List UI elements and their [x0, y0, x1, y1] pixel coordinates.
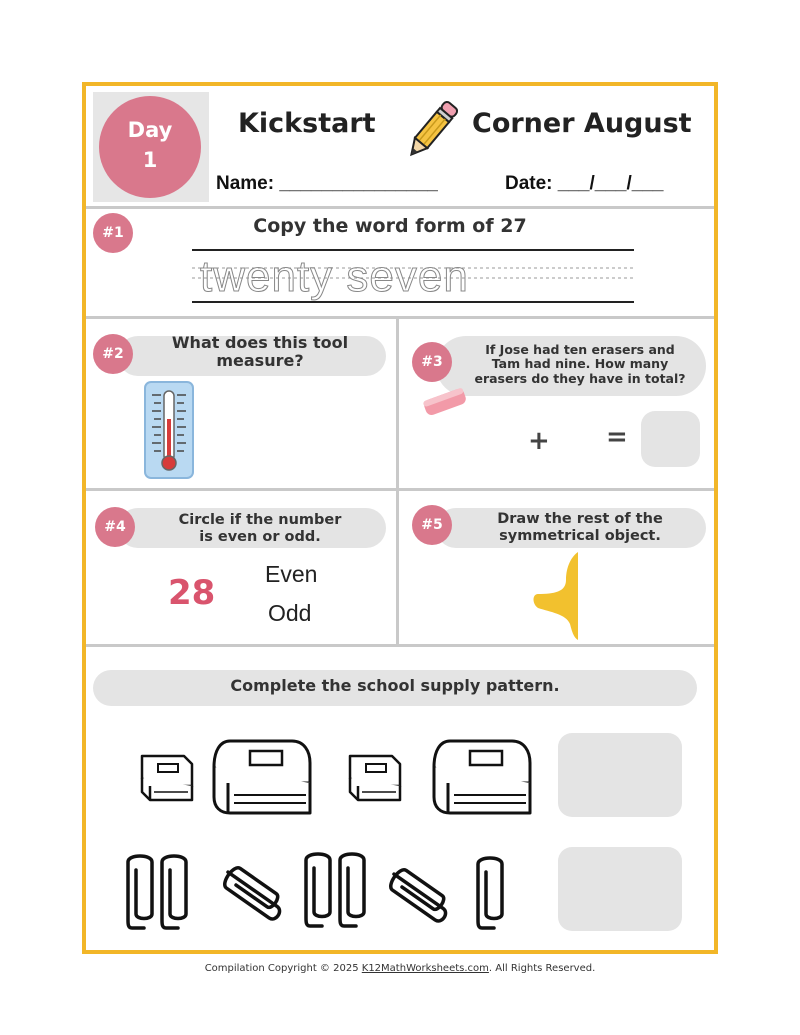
- paperclip-single-icon: [474, 850, 508, 934]
- q1-prompt: Copy the word form of 27: [253, 215, 527, 237]
- paperclip-tilted-icon: [380, 862, 462, 924]
- paperclip-pair-icon: [302, 846, 372, 932]
- q5-prompt-line2: symmetrical object.: [499, 527, 661, 544]
- q2-prompt-line1: What does this tool: [171, 333, 349, 352]
- small-book-icon: [340, 752, 404, 802]
- q3-badge: #3: [412, 342, 452, 382]
- q5-prompt: [456, 511, 704, 544]
- name-field[interactable]: Name: _______________: [216, 173, 438, 194]
- large-book-icon: [206, 737, 318, 817]
- trace-word: twenty seven: [200, 252, 469, 301]
- pattern-answer-box-2[interactable]: [558, 847, 682, 931]
- title-right: Corner August: [472, 108, 692, 139]
- large-book-icon: [426, 737, 538, 817]
- day-badge: [99, 96, 201, 198]
- footer-suffix: . All Rights Reserved.: [488, 963, 596, 974]
- q4-prompt-line2: is even or odd.: [199, 528, 321, 545]
- q3-answer-box[interactable]: [641, 411, 700, 467]
- thermometer-icon: [144, 381, 194, 479]
- divider-q4: [86, 644, 714, 647]
- q3-prompt-line3: erasers do they have in total?: [474, 370, 686, 386]
- divider-header: [86, 206, 714, 209]
- q4-prompt: [140, 512, 380, 545]
- footer-prefix: Compilation Copyright © 2025: [204, 963, 359, 974]
- q5-prompt-line1: Draw the rest of the: [497, 511, 663, 527]
- footer-link[interactable]: K12MathWorksheets.com: [361, 963, 489, 974]
- q4-badge: #4: [95, 507, 135, 547]
- q3-prompt: [456, 343, 704, 386]
- footer-copyright: [0, 963, 800, 974]
- date-field[interactable]: Date: ___/___/___: [505, 173, 664, 194]
- paperclip-pair-icon: [124, 848, 194, 934]
- q4-number: 28: [168, 573, 216, 613]
- divider-q2: [86, 488, 714, 491]
- small-book-icon: [132, 752, 196, 802]
- q1-badge: #1: [93, 213, 133, 253]
- half-bell-shape[interactable]: [532, 552, 582, 642]
- plus-sign: +: [528, 426, 550, 456]
- q2-badge: #2: [93, 334, 133, 374]
- q2-prompt: [140, 334, 380, 371]
- q3-prompt-line2: Tam had nine. How many: [491, 356, 669, 372]
- day-label: Day: [127, 118, 173, 142]
- pattern-answer-box-1[interactable]: [558, 733, 682, 817]
- option-odd[interactable]: Odd: [268, 600, 312, 626]
- divider-q1: [86, 316, 714, 319]
- title-left: Kickstart: [238, 108, 376, 139]
- day-number: 1: [142, 148, 158, 172]
- paperclip-tilted-icon: [214, 860, 296, 922]
- q4-prompt-line1: Circle if the number: [178, 512, 342, 528]
- option-even[interactable]: Even: [265, 561, 318, 587]
- q3-prompt-line1: If Jose had ten erasers and: [485, 342, 675, 357]
- pencil-icon: [396, 94, 468, 166]
- q5-badge: #5: [412, 505, 452, 545]
- q6-prompt: Complete the school supply pattern.: [230, 676, 560, 695]
- divider-vertical: [396, 316, 399, 646]
- q2-prompt-line2: measure?: [216, 351, 304, 371]
- equals-sign: =: [606, 422, 628, 452]
- eraser-icon: [420, 384, 470, 420]
